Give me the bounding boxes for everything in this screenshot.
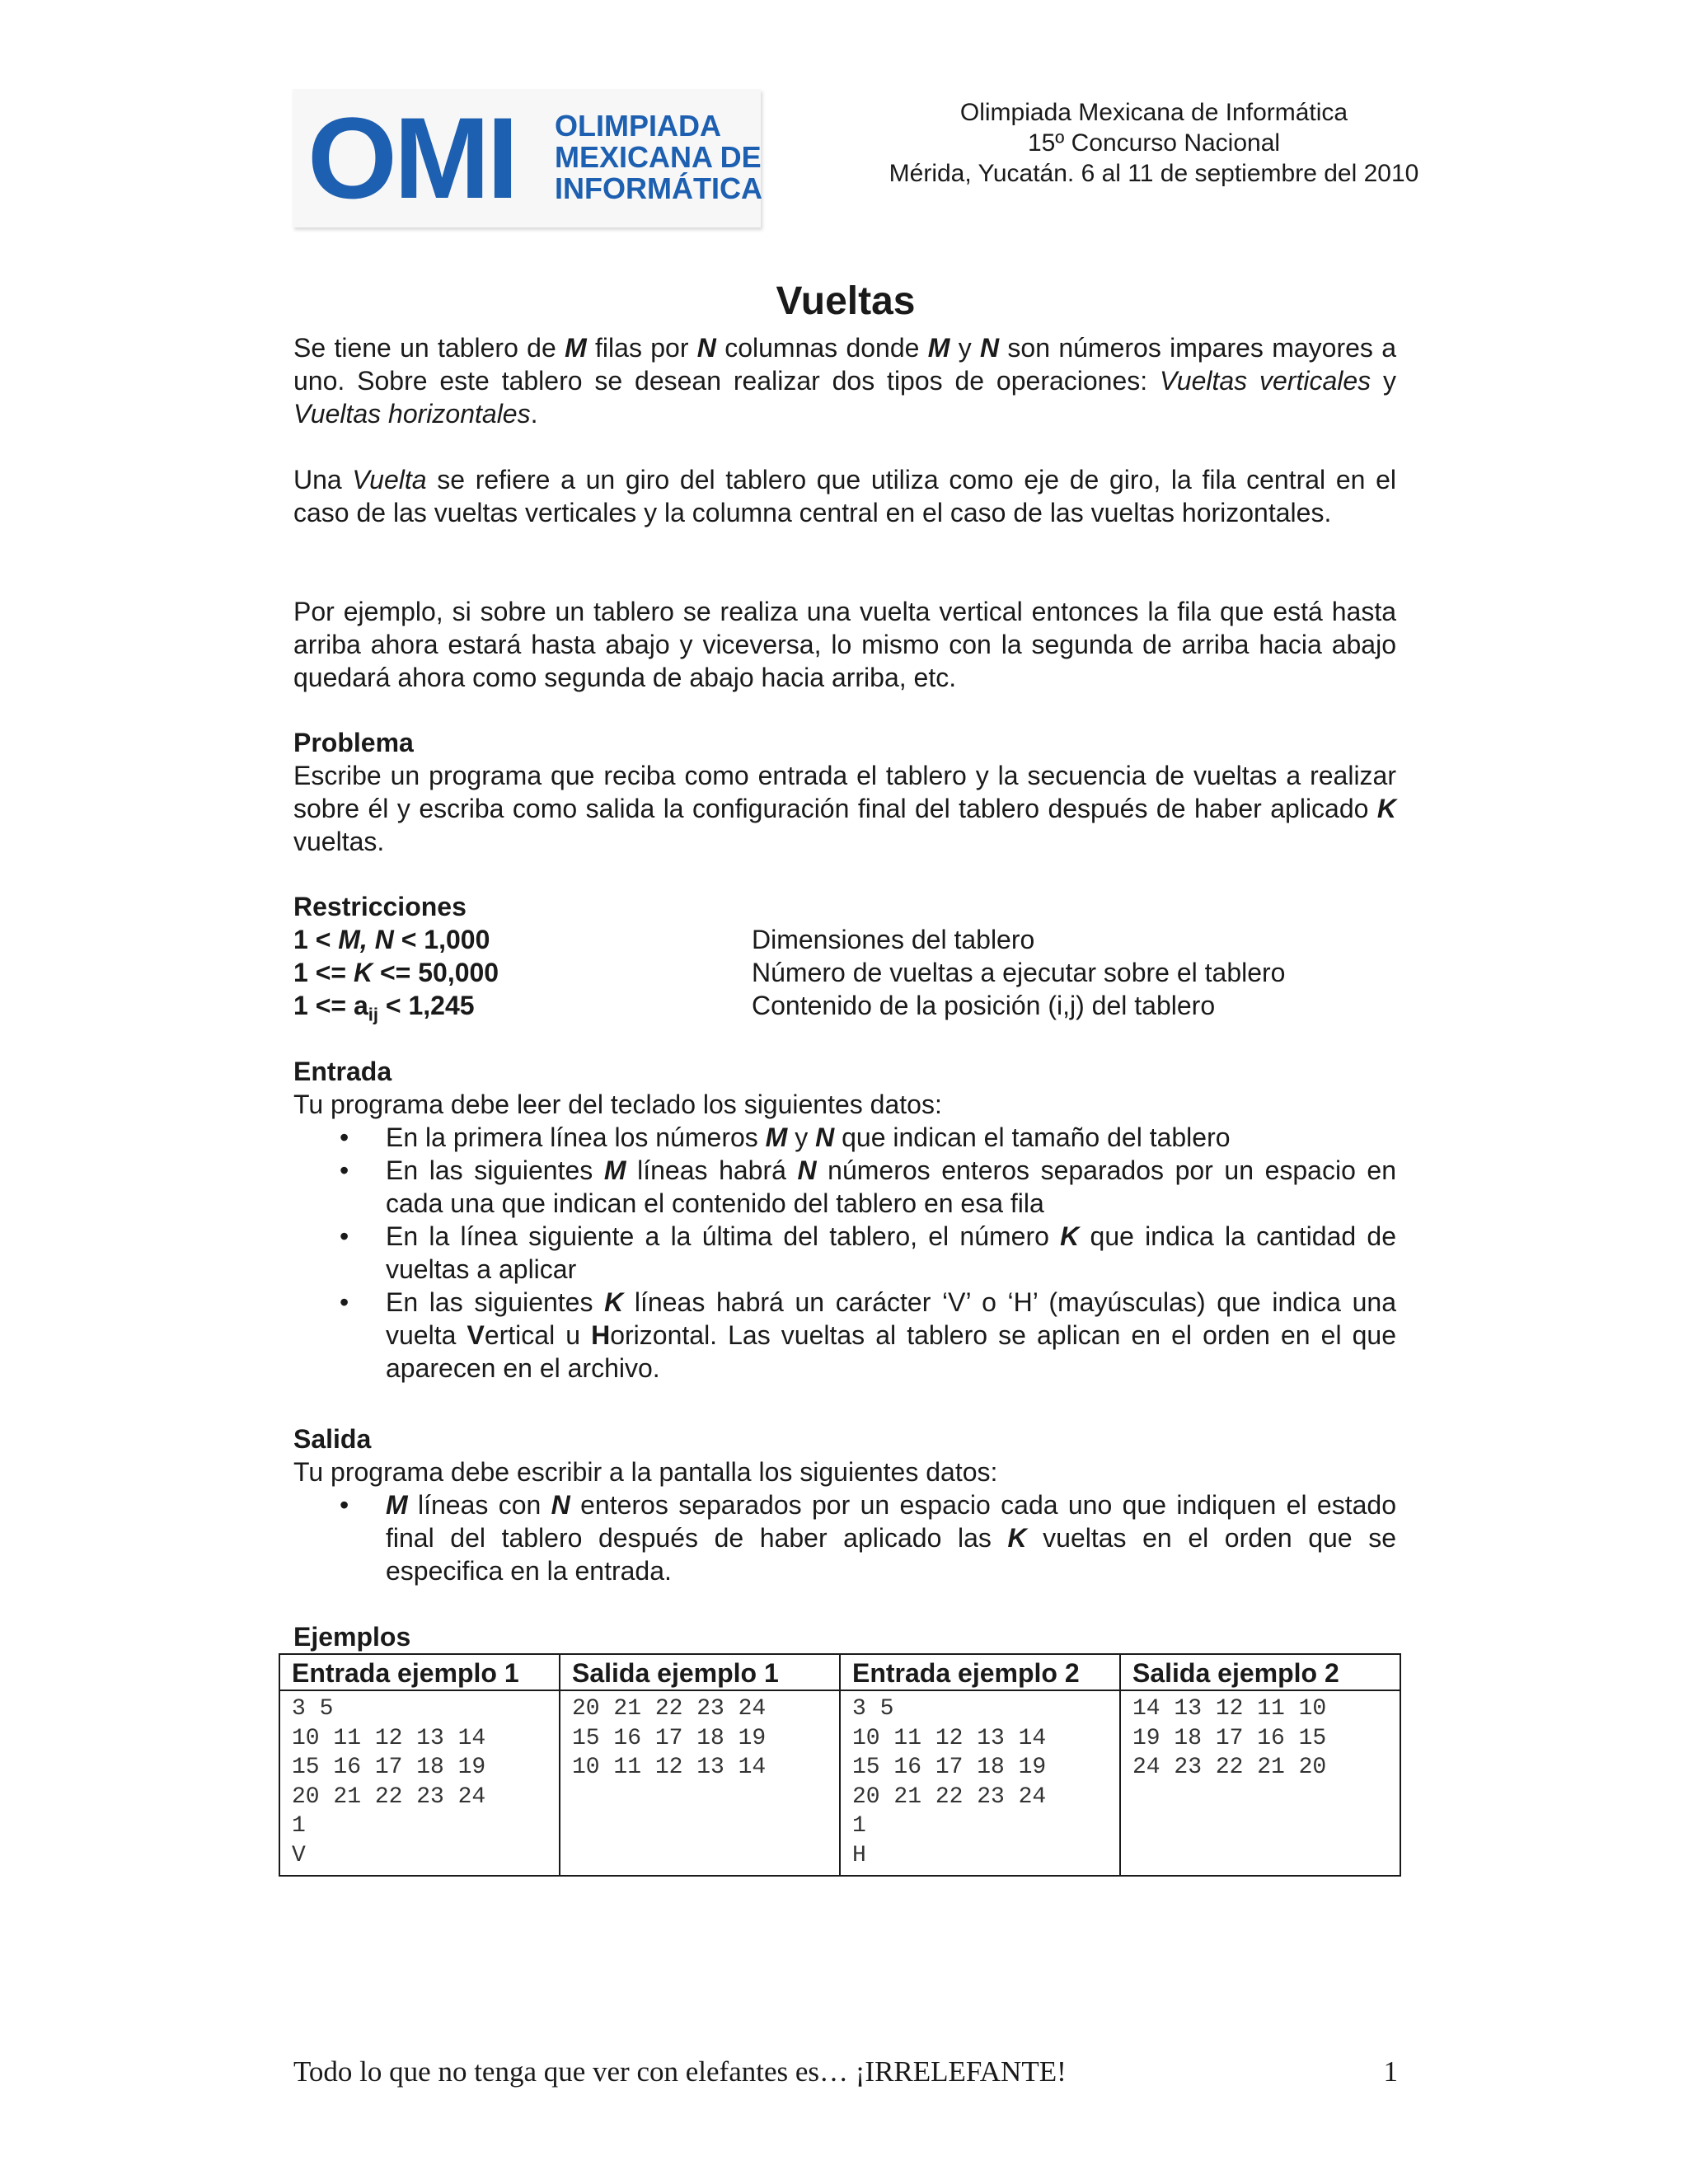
restriccion-row: 1 <= K <= 50,000 Número de vueltas a ejecutar sobre el tablero bbox=[293, 958, 1286, 987]
example-output-2: 14 13 12 11 10 19 18 17 16 15 24 23 22 21 20 bbox=[1120, 1690, 1400, 1876]
logo-mark: OMI bbox=[307, 93, 516, 223]
list-item: • M líneas con N enteros separados por un espacio cada uno que indiquen el estado final del tablero después de haber aplicado las K vueltas en el orden que se especifica en la entrada. bbox=[340, 1490, 1397, 1586]
example-output-1: 20 21 22 23 24 15 16 17 18 19 10 11 12 13 14 bbox=[560, 1690, 840, 1876]
page-number: 1 bbox=[1383, 2055, 1398, 2088]
salida-lead: Tu programa debe escribir a la pantalla los siguientes datos: bbox=[293, 1457, 998, 1487]
page-footer bbox=[293, 2055, 1398, 2088]
column-header: Entrada ejemplo 2 bbox=[840, 1654, 1120, 1690]
restriccion-row: $1 <= a_{ij} < 1,245$ Contenido de la posición (i,j) del tablero bbox=[293, 991, 1216, 1025]
list-item: • En las siguientes M líneas habrá N números enteros separados por un espacio en cada una que indican el contenido del tablero en esa fila bbox=[340, 1155, 1397, 1218]
logo-line: INFORMÁTICA bbox=[555, 171, 762, 205]
intro-paragraph-3: Por ejemplo, si sobre un tablero se realiza una vuelta vertical entonces la fila que está hasta arriba ahora estará hasta abajo y viceversa, lo mismo con la segunda de arriba hacia abajo quedará ahora como segunda de abajo hacia arriba, etc. bbox=[293, 597, 1396, 692]
logo-line: MEXICANA DE bbox=[555, 140, 762, 174]
intro-paragraph-1: Se tiene un tablero de M filas por N columnas donde M y N son números impares mayores a uno. Sobre este tablero se desean realizar dos tipos de operaciones: Vueltas verticales y Vueltas horizontales. bbox=[293, 333, 1397, 429]
restricciones-heading: Restricciones bbox=[293, 892, 467, 921]
logo-line: OLIMPIADA bbox=[555, 109, 721, 143]
header-olympiad: Olimpiada Mexicana de Informática bbox=[959, 99, 1348, 126]
omi-logo bbox=[293, 89, 761, 227]
column-header: Entrada ejemplo 1 bbox=[279, 1654, 560, 1690]
restricciones-list bbox=[293, 923, 1398, 1025]
header-contest: 15º Concurso Nacional bbox=[1027, 129, 1281, 157]
salida-list bbox=[293, 1488, 1396, 1587]
intro-paragraph-2: Una Vuelta se refiere a un giro del tablero que utiliza como eje de giro, la fila central en el caso de las vueltas verticales y la columna central en el caso de las vueltas horizontales. bbox=[293, 465, 1397, 527]
problema-heading: Problema bbox=[293, 728, 414, 757]
salida-heading: Salida bbox=[293, 1424, 372, 1454]
ejemplos-heading: Ejemplos bbox=[293, 1622, 411, 1652]
header-info bbox=[824, 97, 1484, 189]
restriccion-row: 1 < M, N < 1,000 Dimensiones del tablero bbox=[293, 925, 1035, 954]
entrada-lead: Tu programa debe leer del teclado los siguientes datos: bbox=[293, 1090, 942, 1119]
example-input-2: 3 5 10 11 12 13 14 15 16 17 18 19 20 21 22 23 24 1 H bbox=[840, 1690, 1120, 1876]
column-header: Salida ejemplo 2 bbox=[1120, 1654, 1400, 1690]
list-item: • En la primera línea los números M y N que indican el tamaño del tablero bbox=[340, 1122, 1231, 1152]
problema-text: Escribe un programa que reciba como entrada el tablero y la secuencia de vueltas a realizar sobre él y escriba como salida la configuración final del tablero después de haber aplicado K vueltas. bbox=[293, 761, 1396, 856]
column-header: Salida ejemplo 1 bbox=[560, 1654, 840, 1690]
entrada-heading: Entrada bbox=[293, 1057, 392, 1086]
list-item: • En la línea siguiente a la última del tablero, el número K que indica la cantidad de vueltas a aplicar bbox=[340, 1221, 1397, 1284]
logo-text bbox=[555, 110, 762, 204]
examples-table bbox=[279, 1653, 1401, 1877]
entrada-list bbox=[293, 1121, 1396, 1385]
footer-text: Todo lo que no tenga que ver con elefantes es… ¡IRRELEFANTE! bbox=[293, 2055, 1067, 2088]
problem-title: Vueltas bbox=[776, 279, 916, 323]
example-input-1: 3 5 10 11 12 13 14 15 16 17 18 19 20 21 22 23 24 1 V bbox=[279, 1690, 560, 1876]
header-location-date: Mérida, Yucatán. 6 al 11 de septiembre del 2010 bbox=[889, 160, 1419, 187]
list-item: • En las siguientes K líneas habrá un carácter ‘V’ o ‘H’ (mayúsculas) que indica una vuelta Vertical u Horizontal. Las vueltas al tablero se aplican en el orden en el que aparecen en el archivo. bbox=[340, 1287, 1397, 1383]
